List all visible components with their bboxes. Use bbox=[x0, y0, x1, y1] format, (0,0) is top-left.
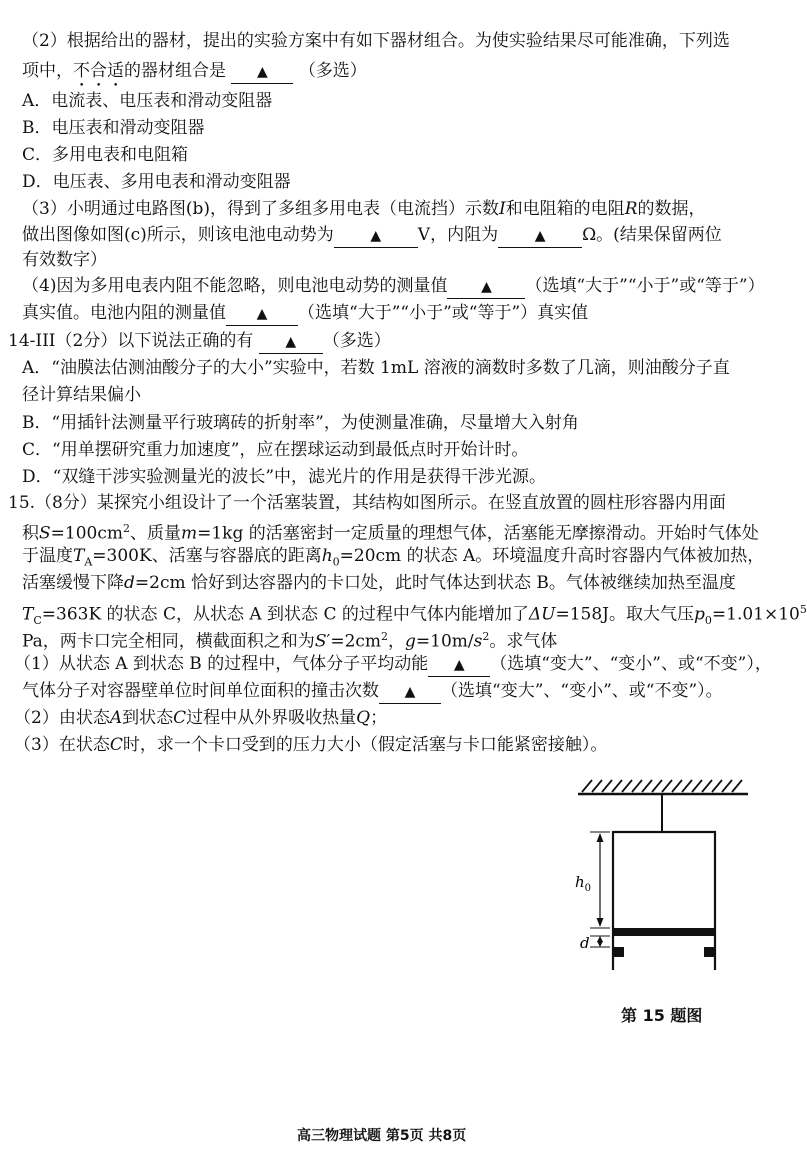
q14-option-c: C．“用单摆研究重力加速度”，应在摆球运动到最低点时开始计时。 bbox=[22, 440, 529, 460]
q15-line6: Pa，两卡口完全相同，横截面积之和为$S'=2cm^2$，$g=10m/s^2$。求气体 bbox=[22, 630, 558, 652]
q13-part2-line2: 项中，不合适的器材组合是 ▲ （多选） bbox=[22, 60, 367, 91]
label-d: d bbox=[580, 934, 590, 952]
q13-part3-line2: 做出图像如图(c)所示，则该电池电动势为 ▲ V，内阻为 ▲ Ω。(结果保留两位 bbox=[22, 224, 722, 248]
q13-part4-line2: 真实值。电池内阻的测量值 ▲ （选填“大于”“小于”或“等于”）真实值 bbox=[22, 302, 588, 326]
figure-caption: 第 15 题图 bbox=[621, 1006, 703, 1025]
emphasis-text: 不合适 bbox=[73, 61, 124, 81]
left-stop bbox=[614, 947, 624, 957]
q15-sub3: （3）在状态C时，求一个卡口受到的压力大小（假定活塞与卡口能紧密接触）。 bbox=[14, 735, 608, 755]
q13-part4-line1: （4)因为多用电表内阻不能忽略，则电池电动势的测量值 ▲ （选填“大于”“小于”或“等于”） bbox=[22, 275, 765, 299]
answer-blank[interactable]: ▲ bbox=[231, 60, 293, 84]
label-h0: $h_0$ bbox=[575, 873, 592, 894]
piston-container-figure bbox=[570, 770, 760, 990]
q13-part2-line1: （2）根据给出的器材，提出的实验方案中有如下器材组合。为使实验结果尽可能准确，下列选 bbox=[22, 31, 730, 51]
q15-line1: 15.（8分）某探究小组设计了一个活塞装置，其结构如图所示。在竖直放置的圆柱形容器内用面 bbox=[8, 493, 726, 513]
q14-heading: 14-III（2分）以下说法正确的有 ▲ （多选） bbox=[8, 330, 391, 354]
q15-sub1-line2: 气体分子对容器壁单位时间单位面积的撞击次数 ▲ （选填“变大”、“变小”、或“不变”）。 bbox=[22, 680, 723, 704]
answer-blank[interactable]: ▲ bbox=[226, 302, 298, 326]
q14-option-d: D．“双缝干涉实验测量光的波长”中，滤光片的作用是获得干涉光源。 bbox=[22, 467, 547, 487]
answer-blank[interactable]: ▲ bbox=[498, 224, 582, 248]
q13-part3-line1: （3）小明通过电路图(b)，得到了多组多用电表（电流挡）示数I和电阻箱的电阻R的数据， bbox=[22, 199, 706, 219]
cylinder-container bbox=[613, 832, 715, 970]
q13-part3-line3: 有效数字） bbox=[22, 250, 107, 270]
ceiling-hatch bbox=[582, 780, 742, 792]
q15-sub2: （2）由状态A到状态C过程中从外界吸收热量Q； bbox=[14, 708, 388, 728]
answer-blank[interactable]: ▲ bbox=[334, 224, 418, 248]
q13-option-c: C．多用电表和电阻箱 bbox=[22, 145, 189, 165]
piston bbox=[613, 928, 715, 936]
page-footer: 高三物理试题 第5页 共8页 bbox=[297, 1128, 467, 1144]
q15-line4: 活塞缓慢下降d=2cm 恰好到达容器内的卡口处，此时气体达到状态 B。气体被继续加热至温度 bbox=[22, 573, 736, 593]
q14-option-a-line2: 径计算结果偏小 bbox=[22, 385, 141, 405]
q13-option-d: D．电压表、多用电表和滑动变阻器 bbox=[22, 172, 291, 192]
q14-option-b: B．“用插针法测量平行玻璃砖的折射率”，为使测量准确，尽量增大入射角 bbox=[22, 413, 579, 433]
q13-option-b: B．电压表和滑动变阻器 bbox=[22, 118, 205, 138]
q15-line2: 积$S=100cm^2$、质量m=1kg 的活塞密封一定质量的理想气体，活塞能无摩擦滑动。开始时气体处 bbox=[22, 522, 759, 544]
q15-line5: $T_C=363K$ 的状态 C，从状态 A 到状态 C 的过程中气体内能增加了ΔU=158J。取大气压$p_0=1.01\times 10^5$ bbox=[22, 603, 807, 628]
answer-blank[interactable]: ▲ bbox=[379, 680, 441, 704]
answer-blank[interactable]: ▲ bbox=[259, 330, 323, 354]
q15-sub1-line1: （1）从状态 A 到状态 B 的过程中，气体分子平均动能 ▲ （选填“变大”、“变小”、或“不变”）， bbox=[14, 653, 772, 677]
q13-option-a: A．电流表、电压表和滑动变阻器 bbox=[22, 91, 273, 111]
q15-line3: 于温度$T_A=300K$、活塞与容器底的距离$h_0=20cm$ 的状态 A。环境温度升高时容器内气体被加热， bbox=[22, 546, 765, 569]
answer-blank[interactable]: ▲ bbox=[447, 275, 525, 299]
q14-option-a-line1: A．“油膜法估测油酸分子的大小”实验中，若数 1mL 溶液的滴数时多数了几滴，则油酸分子直 bbox=[22, 358, 730, 378]
right-stop bbox=[704, 947, 714, 957]
answer-blank[interactable]: ▲ bbox=[428, 653, 490, 677]
